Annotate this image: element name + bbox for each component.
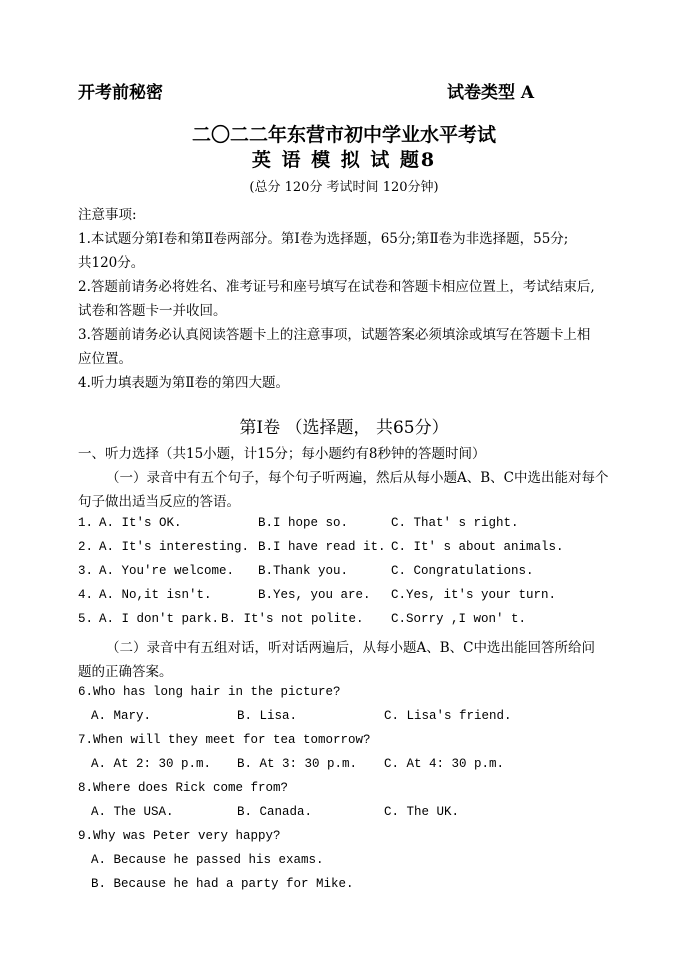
option-a: A. I don't park.: [99, 612, 220, 626]
question-number: 4.: [78, 588, 94, 602]
part-heading: 一、听力选择（共15小题，计15分；每小题约有8秒钟的答题时间）: [78, 446, 486, 462]
option-b: B. It's not polite.: [221, 612, 364, 626]
question-number: 2.: [78, 540, 94, 554]
option-a: A. Because he passed his exams.: [91, 853, 324, 867]
instruction-line: 句子做出适当反应的答语。: [78, 494, 240, 510]
option-c: C.Yes, it's your turn.: [391, 588, 557, 602]
confidential-label: 开考前秘密: [78, 83, 163, 103]
question-text: 8.Where does Rick come from?: [78, 781, 289, 795]
notes-line: 共120分。: [78, 255, 145, 271]
section-title: 第Ⅰ卷 （选择题， 共65分）: [239, 418, 449, 438]
paper-type-label: 试卷类型 A: [447, 83, 535, 103]
question-text: 7.When will they meet for tea tomorrow?: [78, 733, 371, 747]
instruction-line: 题的正确答案。: [78, 664, 173, 680]
option-c: C. That' s right.: [391, 516, 519, 530]
question-text: 6.Who has long hair in the picture?: [78, 685, 341, 699]
option-b: B. Canada.: [237, 805, 313, 819]
question-number: 3.: [78, 564, 94, 578]
option-a: A. At 2: 30 p.m.: [91, 757, 212, 771]
option-c: C.Sorry ,I won' t.: [391, 612, 527, 626]
option-a: A. No,it isn't.: [99, 588, 212, 602]
option-b: B.I have read it.: [258, 540, 386, 554]
option-a: A. The USA.: [91, 805, 174, 819]
option-c: C. Congratulations.: [391, 564, 534, 578]
exam-subtitle: 英 语 模 拟 试 题8: [251, 149, 437, 171]
notes-line: 3.答题前请务必认真阅读答题卡上的注意事项，试题答案必须填涂或填写在答题卡上相: [78, 327, 591, 343]
option-c: C. At 4: 30 p.m.: [384, 757, 505, 771]
option-c: C. Lisa's friend.: [384, 709, 512, 723]
option-b: B. Lisa.: [237, 709, 298, 723]
option-b: B. At 3: 30 p.m.: [237, 757, 358, 771]
option-b: B.Yes, you are.: [258, 588, 371, 602]
option-a: A. It's interesting.: [99, 540, 250, 554]
option-b: B.I hope so.: [258, 516, 349, 530]
option-b: B. Because he had a party for Mike.: [91, 877, 354, 891]
instruction-line: （一）录音中有五个句子，每个句子听两遍，然后从每小题A、B、C中选出能对每个: [106, 470, 609, 486]
question-number: 1.: [78, 516, 94, 530]
notes-line: 试卷和答题卡一并收回。: [78, 303, 227, 319]
notes-line: 2.答题前请务必将姓名、准考证号和座号填写在试卷和答题卡相应位置上，考试结束后,: [78, 279, 595, 295]
option-c: C. The UK.: [384, 805, 460, 819]
notes-line: 4.听力填表题为第Ⅱ卷的第四大题。: [78, 375, 290, 391]
notes-line: 1.本试题分第Ⅰ卷和第Ⅱ卷两部分。第Ⅰ卷为选择题，65分;第Ⅱ卷为非选择题，55分;: [78, 231, 569, 247]
question-number: 5.: [78, 612, 94, 626]
option-a: A. You're welcome.: [99, 564, 235, 578]
notes-line: 应位置。: [78, 351, 132, 367]
exam-info: (总分 120分 考试时间 120分钟): [249, 180, 439, 195]
option-b: B.Thank you.: [258, 564, 349, 578]
option-a: A. It's OK.: [99, 516, 182, 530]
question-text: 9.Why was Peter very happy?: [78, 829, 281, 843]
notes-heading: 注意事项:: [78, 207, 137, 223]
option-a: A. Mary.: [91, 709, 152, 723]
option-c: C. It' s about animals.: [391, 540, 564, 554]
exam-title: 二〇二二年东营市初中学业水平考试: [191, 124, 496, 146]
instruction-line: （二）录音中有五组对话，听对话两遍后，从每小题A、B、C中选出能回答所给问: [106, 640, 595, 656]
